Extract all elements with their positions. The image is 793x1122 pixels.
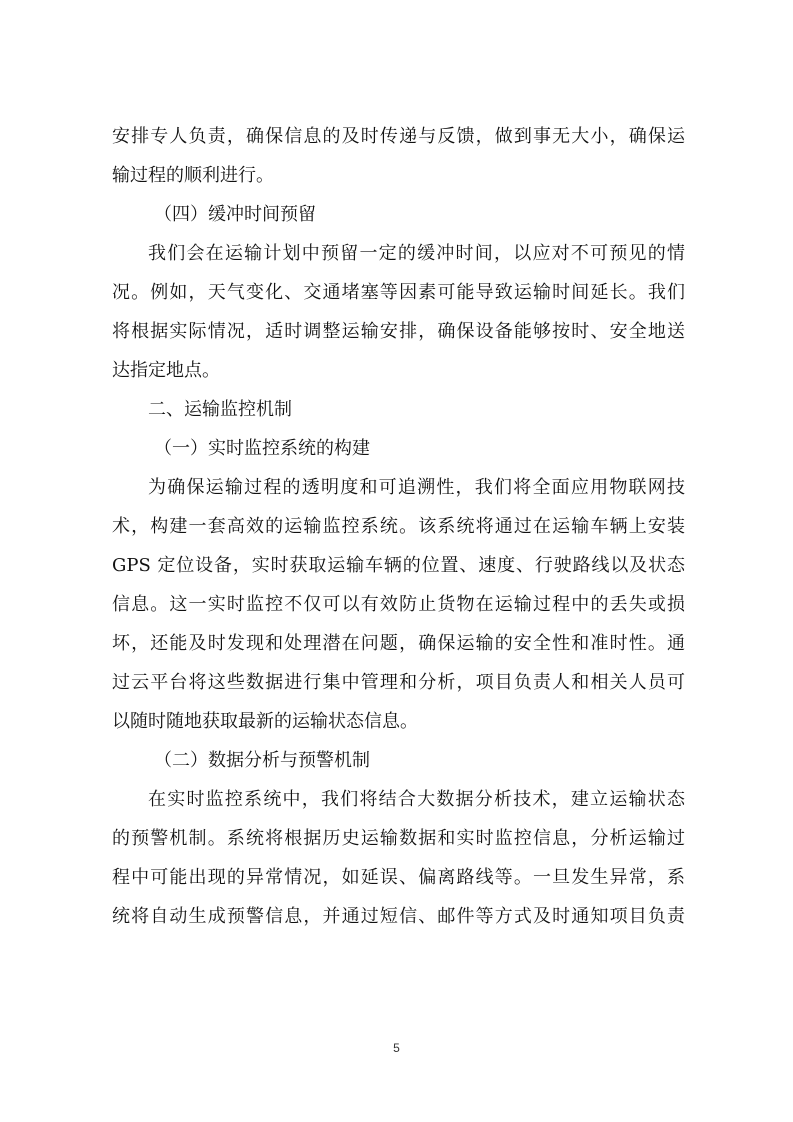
document-body <box>112 117 685 936</box>
section-heading: （二）数据分析与预警机制 <box>154 750 370 771</box>
paragraph-line: 我们会在运输计划中预留一定的缓冲时间，以应对不可预见的情 <box>148 243 685 264</box>
section-heading: （四）缓冲时间预留 <box>154 204 316 225</box>
page-number: 5 <box>393 1041 400 1055</box>
paragraph-line: 信息。这一实时监控不仅可以有效防止货物在运输过程中的丢失或损 <box>112 594 685 615</box>
paragraph-line: 在实时监控系统中，我们将结合大数据分析技术，建立运输状态 <box>148 789 685 810</box>
paragraph-line: 为确保运输过程的透明度和可追溯性，我们将全面应用物联网技 <box>148 477 685 498</box>
paragraph-line: 术，构建一套高效的运输监控系统。该系统将通过在运输车辆上安装 <box>112 516 685 537</box>
paragraph-line: 坏，还能及时发现和处理潜在问题，确保运输的安全性和准时性。通 <box>112 633 685 654</box>
paragraph-line: 以随时随地获取最新的运输状态信息。 <box>112 711 418 732</box>
paragraph-line: 的预警机制。系统将根据历史运输数据和实时监控信息，分析运输过 <box>112 828 685 849</box>
paragraph-line: 安排专人负责，确保信息的及时传递与反馈，做到事无大小，确保运 <box>112 126 685 147</box>
paragraph-line: 况。例如，天气变化、交通堵塞等因素可能导致运输时间延长。我们 <box>112 282 685 303</box>
paragraph-line: 过云平台将这些数据进行集中管理和分析，项目负责人和相关人员可 <box>112 672 685 693</box>
section-heading: （一）实时监控系统的构建 <box>154 438 370 459</box>
paragraph-line: 程中可能出现的异常情况，如延误、偏离路线等。一旦发生异常，系 <box>112 867 685 888</box>
paragraph-line: 将根据实际情况，适时调整运输安排，确保设备能够按时、安全地送 <box>112 321 685 342</box>
paragraph-line: GPS 定位设备，实时获取运输车辆的位置、速度、行驶路线以及状态 <box>112 555 685 576</box>
chapter-heading: 二、运输监控机制 <box>148 399 292 420</box>
paragraph-line: 统将自动生成预警信息，并通过短信、邮件等方式及时通知项目负责 <box>112 906 685 927</box>
paragraph-line: 达指定地点。 <box>112 360 220 381</box>
paragraph-line: 输过程的顺利进行。 <box>112 165 274 186</box>
